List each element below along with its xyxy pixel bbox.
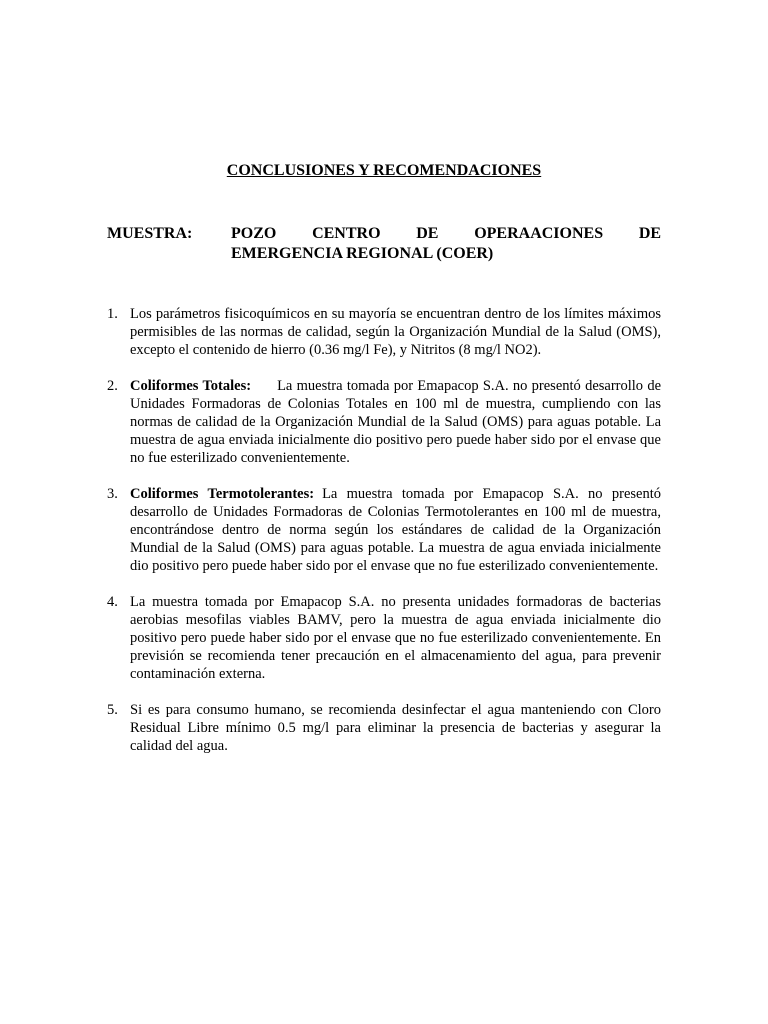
list-item	[107, 593, 661, 683]
item-text: La muestra tomada por Emapacop S.A. no presentó desarrollo de Unidades Formadoras de Colonias Termotolerantes en 100 ml de muestra, encontrándose dentro de norma según los estándares de calidad de la Organización Mundial de la Salud (OMS) para aguas potable. La muestra de agua enviada inicialmente dio positivo pero puede haber sido por el envase que no fue esterilizado convenientemente.	[130, 486, 661, 574]
sample-word: DE	[416, 225, 439, 242]
list-item	[107, 701, 661, 755]
item-heading: Coliformes Totales:	[130, 378, 252, 394]
sample-label: MUESTRA:	[107, 225, 193, 242]
sample-name-line-2: EMERGENCIA REGIONAL (COER)	[231, 245, 494, 262]
sample-word: POZO	[231, 225, 277, 242]
item-text: Si es para consumo humano, se recomienda desinfectar el agua manteniendo con Cloro Residual Libre mínimo 0.5 mg/l para eliminar la presencia de bacterias y asegurar la calidad del agua.	[130, 702, 661, 754]
sample-word: DE	[638, 225, 662, 242]
item-heading: Coliformes Termotolerantes:	[130, 486, 315, 502]
list-item	[107, 305, 661, 359]
list-item	[107, 485, 661, 575]
document-title: CONCLUSIONES Y RECOMENDACIONES	[226, 162, 542, 179]
item-number: 1.	[107, 306, 118, 322]
sample-name-line-1	[231, 224, 661, 244]
item-number: 4.	[107, 594, 118, 610]
item-text: Los parámetros fisicoquímicos en su mayoría se encuentran dentro de los límites máximos permisibles de las normas de calidad, según la Organización Mundial de la Salud (OMS), excepto el contenido de hierro (0.36 mg/l Fe), y Nitritos (8 mg/l NO2).	[130, 306, 661, 358]
item-number: 2.	[107, 378, 118, 394]
item-number: 3.	[107, 486, 118, 502]
sample-word: OPERAACIONES	[474, 225, 604, 242]
item-text: La muestra tomada por Emapacop S.A. no presenta unidades formadoras de bacterias aerobias mesofilas viables BAMV, pero la muestra de agua enviada inicialmente dio positivo pero puede haber sido por el envase que no fue esterilizado convenientemente. En previsión se recomienda tener precaución en el almacenamiento del agua, para prevenir contaminación externa.	[130, 594, 661, 682]
item-number: 5.	[107, 702, 118, 718]
sample-word: CENTRO	[312, 225, 381, 242]
item-text: La muestra tomada por Emapacop S.A. no presentó desarrollo de Unidades Formadoras de Colonias Totales en 100 ml de muestra, cumpliendo con las normas de calidad de la Organización Mundial de la Salud (OMS) para aguas potable. La muestra de agua enviada inicialmente dio positivo pero puede haber sido por el envase que no fue esterilizado convenientemente.	[130, 378, 662, 466]
list-item	[107, 377, 661, 467]
conclusions-list	[107, 305, 661, 773]
